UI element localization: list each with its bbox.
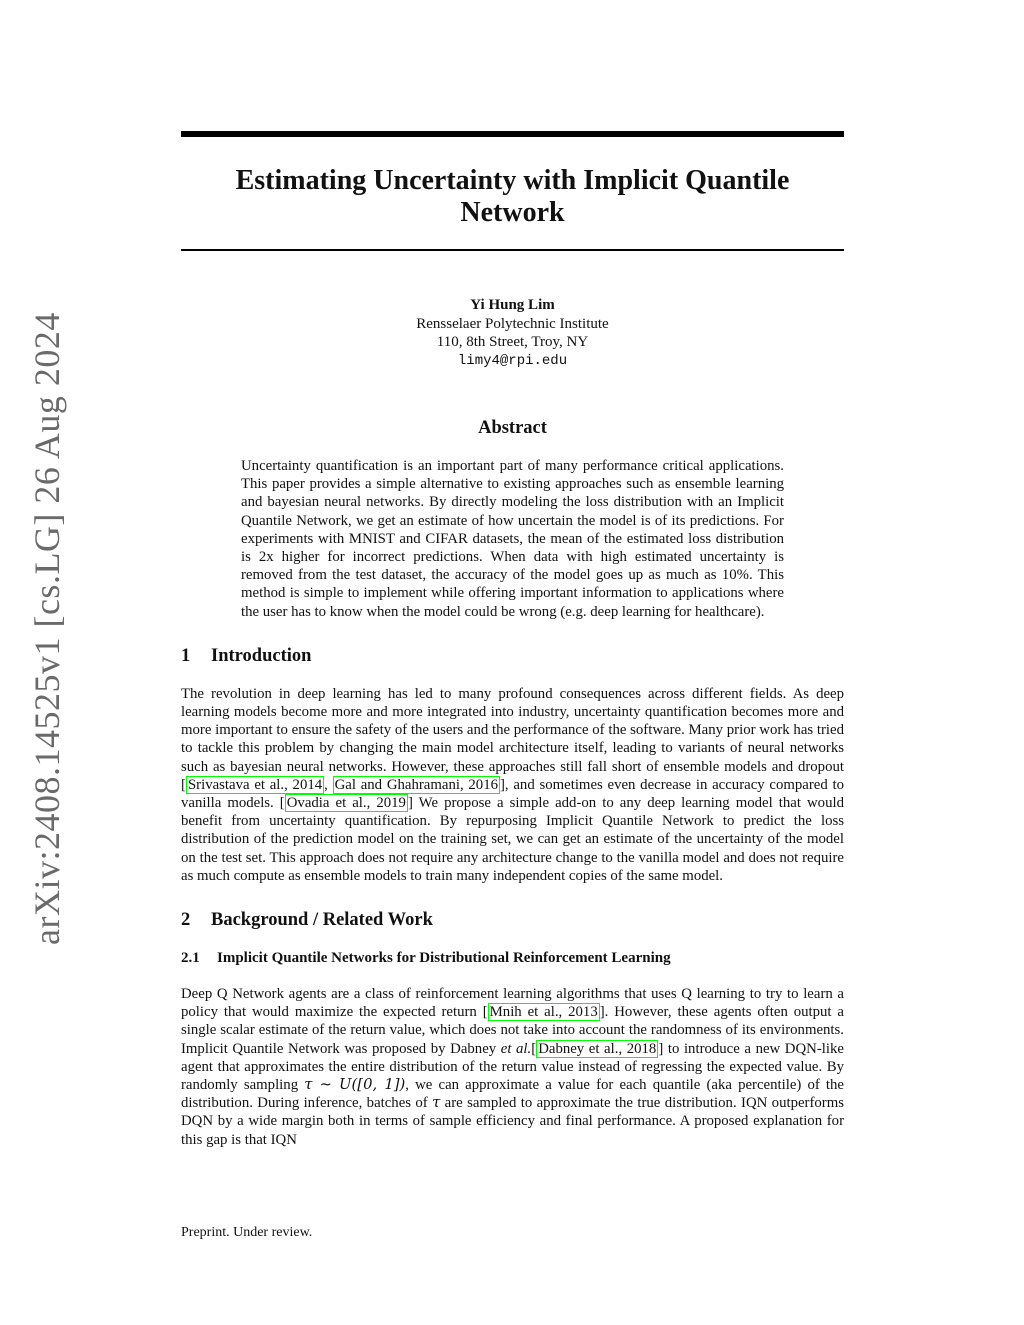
paper-title: Estimating Uncertainty with Implicit Quantile Network: [235, 165, 790, 228]
citation-link[interactable]: Ovadia et al., 2019: [286, 795, 406, 812]
text-run: The revolution in deep learning has led to many profound consequences across different fields. As deep learning models become more and more integrated into industry, uncertainty quantification becomes more and more important to ensure the safety of the users and the performance of the software. Many prior work has tried to tackle this problem by changing the main model architecture itself, leading to variants of neural networks such as bayesian neural networks. However, these approaches still fall short of ensemble models and dropout [: [181, 685, 844, 793]
subsection-heading-iqn: [181, 949, 844, 967]
author-address: 110, 8th Street, Troy, NY: [436, 334, 589, 350]
subsection-title: Implicit Quantile Networks for Distributional Reinforcement Learning: [217, 950, 671, 967]
text-run: ]. However, these agents often output a single scalar estimate of the return value, which does not take into account the randomness of its environments. Implicit Quantile Network was proposed by Dabney: [181, 1004, 844, 1057]
title-bottom-rule: [181, 249, 844, 251]
section-title: Introduction: [211, 645, 312, 666]
section-number: 2: [181, 910, 191, 931]
emphasis-text: et al.: [500, 1040, 532, 1057]
text-run: ], and sometimes even decrease in accuracy compared to vanilla models. [: [181, 776, 844, 812]
citation-link[interactable]: Srivastava et al., 2014: [187, 776, 323, 793]
section-heading-introduction: [181, 645, 844, 667]
arxiv-identifier: arXiv:2408.14525v1 [cs.LG] 26 Aug 2024: [27, 312, 67, 945]
abstract-text: Uncertainty quantification is an important part of many performance critical applications. This paper provides a simple alternative to existing approaches such as ensemble learning and bayesian neural networks. By directly modeling the loss distribution with an Implicit Quantile Network, we get an estimate of how uncertain the model is of its predictions. For experiments with MNIST and CIFAR datasets, the mean of the estimated loss distribution is 2x higher for incorrect predictions. When data with high estimated uncertainty is removed from the test dataset, the accuracy of the model goes up as much as 10%. This method is simple to implement while offering important information to applications where the user has to know when the model could be wrong (e.g. deep learning for healthcare).: [241, 458, 784, 620]
title-top-rule: [181, 131, 844, 137]
math-expression: τ ∼ U([0, 1]): [304, 1076, 406, 1094]
citation-link[interactable]: Mnih et al., 2013: [489, 1004, 598, 1021]
iqn-paragraph: [181, 985, 844, 1149]
text-run: ] We propose a simple add-on to any deep learning model that would benefit from uncertainty quantification. By repurposing Implicit Quantile Network to predict the loss distribution of the prediction model on the training set, we can get an estimate of the uncertainty of the model on the test set. This approach does not require any architecture change to the vanilla model and does not require as much compute as ensemble models to train many independent copies of the same model.: [181, 795, 844, 884]
section-number: 1: [181, 645, 191, 666]
author-email: limy4@rpi.edu: [457, 352, 568, 369]
author-block: [181, 296, 844, 370]
text-run: are sampled to approximate the true distribution. IQN outperforms DQN by a wide margin both in terms of sample efficiency and final performance. A proposed explanation for this gap is that IQN: [181, 1095, 844, 1148]
math-expression: τ: [432, 1094, 441, 1112]
abstract-heading: Abstract: [478, 418, 547, 438]
text-run: ] to introduce a new DQN-like agent that approximates the entire distribution of the return value instead of regressing the expected value. By randomly sampling: [181, 1040, 844, 1094]
citation-link[interactable]: Dabney et al., 2018: [538, 1040, 657, 1057]
text-run: Deep Q Network agents are a class of reinforcement learning algorithms that uses Q learning to try to learn a policy that would maximize the expected return [: [181, 986, 844, 1021]
subsection-number: 2.1: [181, 950, 200, 967]
section-heading-background: [181, 909, 844, 931]
text-run: [: [531, 1040, 537, 1057]
section-title: Background / Related Work: [211, 910, 433, 931]
author-affiliation: Rensselaer Polytechnic Institute: [416, 315, 609, 332]
text-run: ,: [324, 776, 333, 793]
paper-page: [181, 131, 844, 1149]
author-name: Yi Hung Lim: [470, 297, 555, 313]
introduction-paragraph: [181, 685, 844, 885]
citation-link[interactable]: Gal and Ghahramani, 2016: [334, 776, 498, 793]
text-run: , we can approximate a value for each quantile (aka percentile) of the distribution. During inference, batches of: [181, 1077, 844, 1112]
page-footer: Preprint. Under review.: [181, 1225, 313, 1240]
